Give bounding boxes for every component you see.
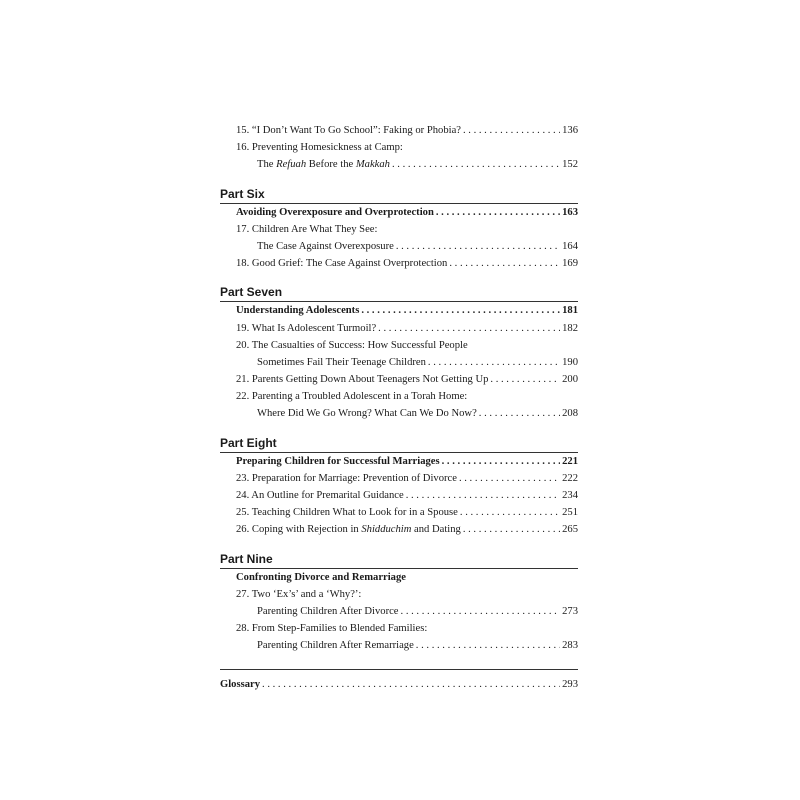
leader-dots	[460, 504, 560, 521]
part-title: Part Seven	[220, 285, 283, 300]
leader-dots	[401, 603, 561, 620]
leader-dots	[459, 470, 560, 487]
toc-entry-glossary[interactable]: Glossary . . . 293	[220, 669, 578, 693]
page-number: 152	[562, 159, 578, 171]
entry-title: 15. “I Don’t Want To Go School”: Faking or Phobia?	[236, 125, 461, 136]
leader-dots	[490, 371, 560, 388]
page-number: 182	[562, 322, 578, 334]
page-number: 190	[562, 356, 578, 368]
leader-dots	[463, 521, 560, 538]
part-eight	[220, 434, 578, 539]
part-six	[220, 185, 578, 273]
section-heading[interactable]: Confronting Divorce and Remarriage	[236, 571, 406, 583]
page-number: 136	[562, 125, 578, 136]
leader-dots	[479, 405, 560, 422]
page-number: 283	[562, 640, 578, 652]
page-number: 163	[562, 206, 578, 218]
toc-entry-27-line1[interactable]: 27. Two ‘Ex’s’ and a ‘Why?’:	[236, 588, 362, 600]
leader-dots	[442, 453, 560, 470]
toc-entry-18[interactable]: 18. Good Grief: The Case Against Overprotection . . . 169	[220, 255, 578, 272]
page-number: 181	[562, 305, 578, 317]
section-heading[interactable]: Preparing Children for Successful Marriages . . . 221	[220, 453, 578, 470]
page-number: 164	[562, 240, 578, 252]
toc-entry-22-line2[interactable]: Where Did We Go Wrong? What Can We Do Now? . . . 208	[220, 405, 578, 422]
part-nine	[220, 550, 578, 655]
toc-entry-16-line2[interactable]	[220, 156, 578, 173]
toc-entry-15[interactable]	[220, 122, 578, 139]
page-number: 293	[562, 678, 578, 690]
toc-entry-24[interactable]: 24. An Outline for Premarital Guidance . . . 234	[220, 487, 578, 504]
page-number: 221	[562, 455, 578, 467]
leader-dots	[463, 122, 560, 139]
part-seven	[220, 283, 578, 422]
leader-dots	[262, 676, 560, 693]
toc-entry-21[interactable]: 21. Parents Getting Down About Teenagers Not Getting Up . . . 200	[220, 371, 578, 388]
leader-dots	[416, 637, 560, 654]
page-number: 222	[562, 472, 578, 484]
section-heading[interactable]: Avoiding Overexposure and Overprotection . . . 163	[220, 204, 578, 221]
toc-entry-22-line1[interactable]: 22. Parenting a Troubled Adolescent in a Torah Home:	[236, 391, 468, 403]
toc-entry-20-line1[interactable]: 20. The Casualties of Success: How Successful People	[236, 339, 468, 351]
page-number: 265	[562, 524, 578, 536]
page-number: 169	[562, 258, 578, 270]
page-number: 234	[562, 490, 578, 501]
toc-entry-17-line1[interactable]: 17. Children Are What They See:	[236, 223, 378, 235]
leader-dots	[378, 320, 560, 337]
part-title: Part Nine	[220, 551, 273, 566]
leader-dots	[428, 354, 560, 371]
leader-dots	[396, 238, 560, 255]
part-title: Part Six	[220, 186, 265, 201]
toc-entry-17-line2[interactable]: The Case Against Overexposure . . . 164	[220, 238, 578, 255]
part-title: Part Eight	[220, 435, 277, 450]
page-number: 208	[562, 408, 578, 420]
toc-entry-16-line1[interactable]	[220, 139, 578, 156]
toc-entry-28-line2[interactable]: Parenting Children After Remarriage . . . 283	[220, 637, 578, 654]
toc-entry-19[interactable]: 19. What Is Adolescent Turmoil? . . . 182	[220, 320, 578, 337]
leader-dots	[392, 156, 560, 173]
toc-entry-27-line2[interactable]: Parenting Children After Divorce . . . 273	[220, 603, 578, 620]
leader-dots	[406, 487, 560, 504]
toc-entry-20-line2[interactable]: Sometimes Fail Their Teenage Children . . . 190	[220, 354, 578, 371]
table-of-contents	[220, 122, 578, 693]
page-number: 251	[562, 507, 578, 519]
leader-dots	[449, 255, 560, 272]
toc-entry-25[interactable]: 25. Teaching Children What to Look for in a Spouse . . . 251	[220, 504, 578, 521]
page-number: 273	[562, 605, 578, 617]
leader-dots	[436, 204, 560, 221]
toc-entry-26[interactable]: 26. Coping with Rejection in Shidduchim and Dating . . . 265	[220, 521, 578, 538]
section-heading[interactable]: Understanding Adolescents . . . 181	[220, 302, 578, 319]
toc-entry-28-line1[interactable]: 28. From Step-Families to Blended Families:	[236, 623, 428, 635]
leader-dots	[361, 302, 560, 319]
entry-title-cont: The Refuah Before the Makkah	[257, 159, 390, 171]
entry-title: 16. Preventing Homesickness at Camp:	[236, 142, 403, 154]
page-number: 200	[562, 374, 578, 386]
toc-entry-23[interactable]: 23. Preparation for Marriage: Prevention of Divorce . . . 222	[220, 470, 578, 487]
